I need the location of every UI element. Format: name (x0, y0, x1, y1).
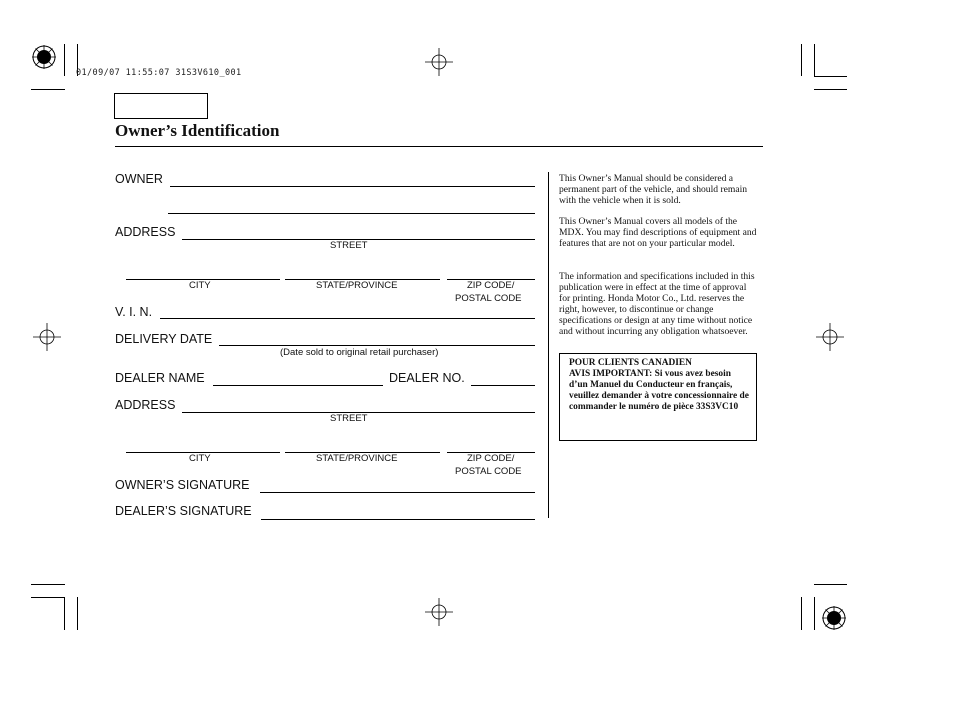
sidebar-paragraph-3: The information and specifications included in this publication were in effect at the time of approval for printing. Honda Motor Co., Ltd. reserves the right, however, to discontinue or change specifications or design at any time without notice and without incurring any obligation whatsoever. (559, 271, 755, 337)
sidebar-paragraph-2: This Owner’s Manual covers all models of the MDX. You may find descriptions of equipment and features that are not on your particular model. (559, 216, 757, 249)
owner-line-2[interactable] (168, 213, 535, 214)
delivery-date-line[interactable] (219, 345, 535, 346)
owner-signature-line[interactable] (260, 492, 535, 493)
registration-target-top-left-icon (30, 43, 58, 71)
dealer-city-caption: CITY (189, 453, 211, 464)
notice-heading: POUR CLIENTS CANADIEN (569, 358, 692, 368)
owner-line[interactable] (170, 186, 535, 187)
postal-caption: POSTAL CODE (455, 293, 522, 304)
zip-caption: ZIP CODE/ (467, 280, 515, 291)
city-caption: CITY (189, 280, 211, 291)
dealer-name-label: DEALER NAME (115, 371, 205, 385)
print-stamp: 01/09/07 11:55:07 31S3V610_001 (76, 68, 242, 78)
dealer-street-caption: STREET (330, 413, 368, 424)
notice-body: AVIS IMPORTANT: Si vous avez besoin d’un Manuel du Conducteur en français, veuillez demander à votre concessionnaire de commander le numéro de pièce 33S3VC10 (569, 369, 749, 412)
state-caption: STATE/PROVINCE (316, 280, 398, 291)
dealer-no-line[interactable] (471, 385, 535, 386)
dealer-zip-caption: ZIP CODE/ (467, 453, 515, 464)
owner-label: OWNER (115, 172, 163, 186)
dealer-postal-caption: POSTAL CODE (455, 466, 522, 477)
delivery-note: (Date sold to original retail purchaser) (280, 347, 439, 358)
address-label: ADDRESS (115, 225, 176, 239)
owner-signature-label: OWNER’S SIGNATURE (115, 478, 250, 492)
sidebar-paragraph-1: This Owner’s Manual should be considered a permanent part of the vehicle, and should remain with the vehicle when it is sold. (559, 173, 748, 206)
page-title: Owner’s Identification (115, 121, 280, 140)
dealer-signature-label: DEALER’S SIGNATURE (115, 504, 252, 518)
section-tab-box (114, 93, 208, 119)
crosshair-top-icon (425, 48, 453, 76)
street-caption: STREET (330, 240, 368, 251)
crosshair-left-icon (33, 323, 61, 351)
dealer-no-label: DEALER NO. (389, 371, 465, 385)
dealer-signature-line[interactable] (261, 519, 535, 520)
column-divider (548, 172, 549, 518)
dealer-address-label: ADDRESS (115, 398, 176, 412)
title-rule (115, 146, 763, 147)
delivery-date-label: DELIVERY DATE (115, 332, 213, 346)
dealer-state-caption: STATE/PROVINCE (316, 453, 398, 464)
registration-target-bottom-right-icon (820, 604, 848, 632)
vin-label: V. I. N. (115, 305, 153, 319)
crosshair-right-icon (816, 323, 844, 351)
dealer-name-line[interactable] (213, 385, 383, 386)
vin-line[interactable] (160, 318, 535, 319)
crosshair-bottom-icon (425, 598, 453, 626)
canadian-notice-box (559, 353, 757, 441)
